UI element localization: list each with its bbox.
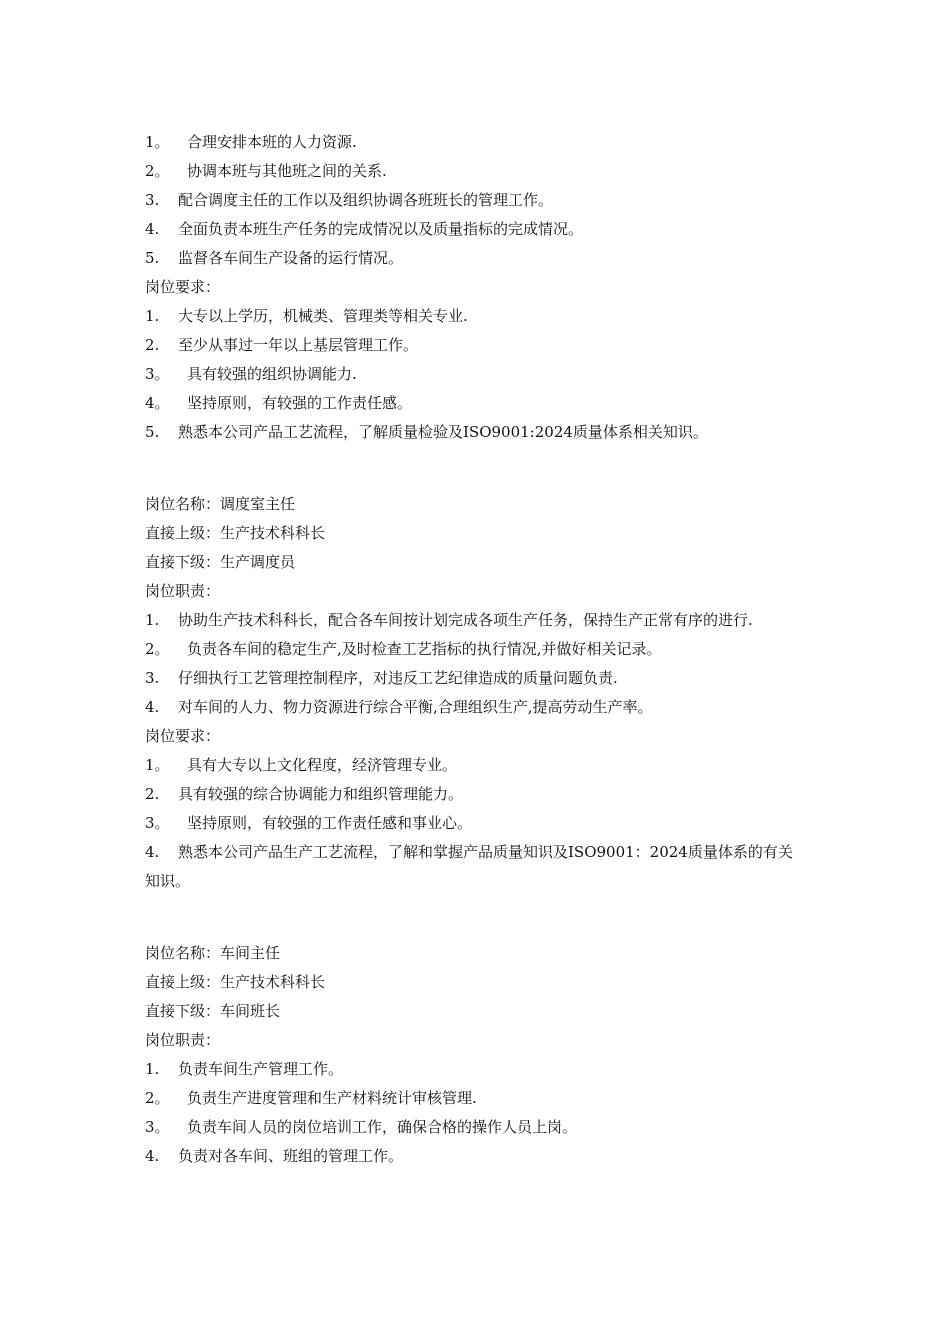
list-item: 1. 协助生产技术科科长，配合各车间按计划完成各项生产任务，保持生产正常有序的进行. <box>145 611 753 629</box>
job-title: 岗位名称：调度室主任 <box>145 495 296 513</box>
section-heading: 岗位职责： <box>145 582 221 600</box>
direct-subordinate: 直接下级：生产调度员 <box>145 553 296 571</box>
list-item: 5. 熟悉本公司产品工艺流程，了解质量检验及ISO9001:2024质量体系相关知识。 <box>145 423 708 441</box>
section-heading: 岗位要求： <box>145 727 221 745</box>
list-item: 5. 监督各车间生产设备的运行情况。 <box>145 249 404 267</box>
list-item: 2。 负责各车间的稳定生产,及时检查工艺指标的执行情况,并做好相关记录。 <box>145 640 662 658</box>
list-item: 3。 负责车间人员的岗位培训工作，确保合格的操作人员上岗。 <box>145 1118 578 1136</box>
list-item: 1. 负责车间生产管理工作。 <box>145 1060 344 1078</box>
list-item: 4. 熟悉本公司产品生产工艺流程，了解和掌握产品质量知识及ISO9001：2024质量体系的有关知识。 <box>145 843 793 890</box>
section-spacer <box>145 447 805 490</box>
direct-superior: 直接上级：生产技术科科长 <box>145 524 326 542</box>
list-item: 2。 负责生产进度管理和生产材料统计审核管理. <box>145 1089 477 1107</box>
direct-superior: 直接上级：生产技术科科长 <box>145 973 326 991</box>
document-body <box>145 128 805 1171</box>
list-item: 4. 全面负责本班生产任务的完成情况以及质量指标的完成情况。 <box>145 220 584 238</box>
list-item: 4。 坚持原则，有较强的工作责任感。 <box>145 394 413 412</box>
list-item: 3. 配合调度主任的工作以及组织协调各班班长的管理工作。 <box>145 191 554 209</box>
list-item: 4. 负责对各车间、班组的管理工作。 <box>145 1147 404 1165</box>
job-title: 岗位名称：车间主任 <box>145 944 281 962</box>
list-item: 3。 坚持原则，有较强的工作责任感和事业心。 <box>145 814 473 832</box>
list-item: 3。 具有较强的组织协调能力. <box>145 365 357 383</box>
list-item: 1。 合理安排本班的人力资源. <box>145 133 357 151</box>
section-spacer <box>145 896 805 939</box>
list-item: 2. 至少从事过一年以上基层管理工作。 <box>145 336 419 354</box>
list-item: 3. 仔细执行工艺管理控制程序，对违反工艺纪律造成的质量问题负责. <box>145 669 618 687</box>
list-item: 1. 大专以上学历，机械类、管理类等相关专业. <box>145 307 468 325</box>
list-item: 2。 协调本班与其他班之间的关系. <box>145 162 387 180</box>
section-heading: 岗位要求： <box>145 278 221 296</box>
list-item: 2. 具有较强的综合协调能力和组织管理能力。 <box>145 785 464 803</box>
section-heading: 岗位职责： <box>145 1031 221 1049</box>
direct-subordinate: 直接下级：车间班长 <box>145 1002 281 1020</box>
list-item: 1。 具有大专以上文化程度，经济管理专业。 <box>145 756 458 774</box>
list-item: 4. 对车间的人力、物力资源进行综合平衡,合理组织生产,提高劳动生产率。 <box>145 698 653 716</box>
